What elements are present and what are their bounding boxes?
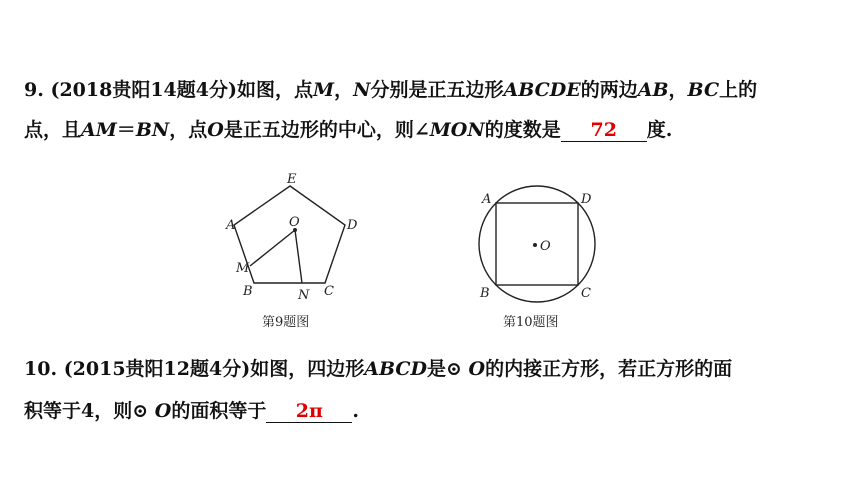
label-o: O — [289, 215, 300, 230]
q9-text-8: 的度数是 — [484, 119, 561, 141]
q9-equals: ＝ — [116, 119, 136, 141]
label-e: E — [287, 172, 297, 187]
label10-b: B — [480, 286, 490, 301]
q10-source: (2015贵阳12题4分) — [63, 358, 251, 380]
label10-a: A — [482, 192, 492, 207]
q9-text-4: 上的 — [719, 79, 758, 101]
q9-angle-mon: MON — [429, 119, 485, 141]
label-d: D — [347, 218, 358, 233]
q10-text-1: 如图，四边形 — [250, 358, 365, 380]
q9-source: (2018贵阳14题4分) — [50, 79, 237, 101]
q10-text-3: 的内接正方形，若正方形的面 — [485, 358, 733, 380]
q9-text-6: ，点 — [169, 119, 208, 141]
label-a: A — [226, 218, 236, 233]
center-o-dot-10 — [533, 243, 537, 247]
q9-point-n: N — [353, 79, 371, 101]
figure-9-pentagon — [220, 168, 370, 303]
q10-text-4: 积等于4，则⊙ — [24, 400, 149, 422]
q9-line-1 — [24, 77, 757, 103]
label-b: B — [243, 284, 253, 299]
q9-point-o: O — [207, 119, 224, 141]
q9-line-2 — [24, 117, 672, 143]
segment-om — [250, 230, 295, 266]
q9-side-bc: BC — [687, 79, 720, 101]
q9-comma-1: ， — [334, 79, 354, 101]
q10-circle-o-1: O — [468, 358, 486, 380]
q9-pentagon-name: ABCDE — [503, 79, 581, 101]
label10-o: O — [540, 239, 551, 254]
q10-line-2 — [24, 398, 359, 424]
q9-number: 9. — [24, 79, 44, 101]
label-n: N — [298, 288, 310, 303]
q9-text-3: 的两边 — [580, 79, 638, 101]
q9-segment-bn: BN — [135, 119, 170, 141]
label10-d: D — [581, 192, 592, 207]
q10-text-6: . — [352, 400, 359, 422]
segment-on — [295, 230, 302, 283]
q10-answer: 2π — [295, 400, 323, 422]
figure-9-caption: 第9题图 — [262, 315, 310, 330]
q9-comma-2: ， — [668, 79, 688, 101]
figure-10-circle-square — [468, 180, 608, 310]
label10-c: C — [581, 286, 591, 301]
q9-text-9: 度. — [646, 119, 673, 141]
q9-answer-blank — [561, 119, 647, 142]
q10-text-5: 的面积等于 — [171, 400, 267, 422]
label-c: C — [324, 284, 334, 299]
q10-square-name: ABCD — [364, 358, 427, 380]
q9-text-5: 点，且 — [24, 119, 82, 141]
q10-answer-blank — [266, 400, 352, 423]
label-m: M — [236, 261, 250, 276]
figure-10-caption: 第10题图 — [503, 315, 559, 330]
q10-text-2: 是⊙ — [427, 358, 462, 380]
q10-line-1 — [24, 356, 732, 382]
q9-segment-am: AM — [81, 119, 117, 141]
q9-text-1: 如图，点 — [237, 79, 314, 101]
q9-text-7: 是正五边形的中心，则∠ — [223, 119, 430, 141]
q10-number: 10. — [24, 358, 58, 380]
q10-circle-o-2: O — [154, 400, 172, 422]
q9-text-2: 分别是正五边形 — [370, 79, 504, 101]
q9-side-ab: AB — [637, 79, 669, 101]
inscribed-square — [496, 203, 578, 285]
q9-answer: 72 — [590, 119, 617, 141]
q9-point-m: M — [313, 79, 335, 101]
